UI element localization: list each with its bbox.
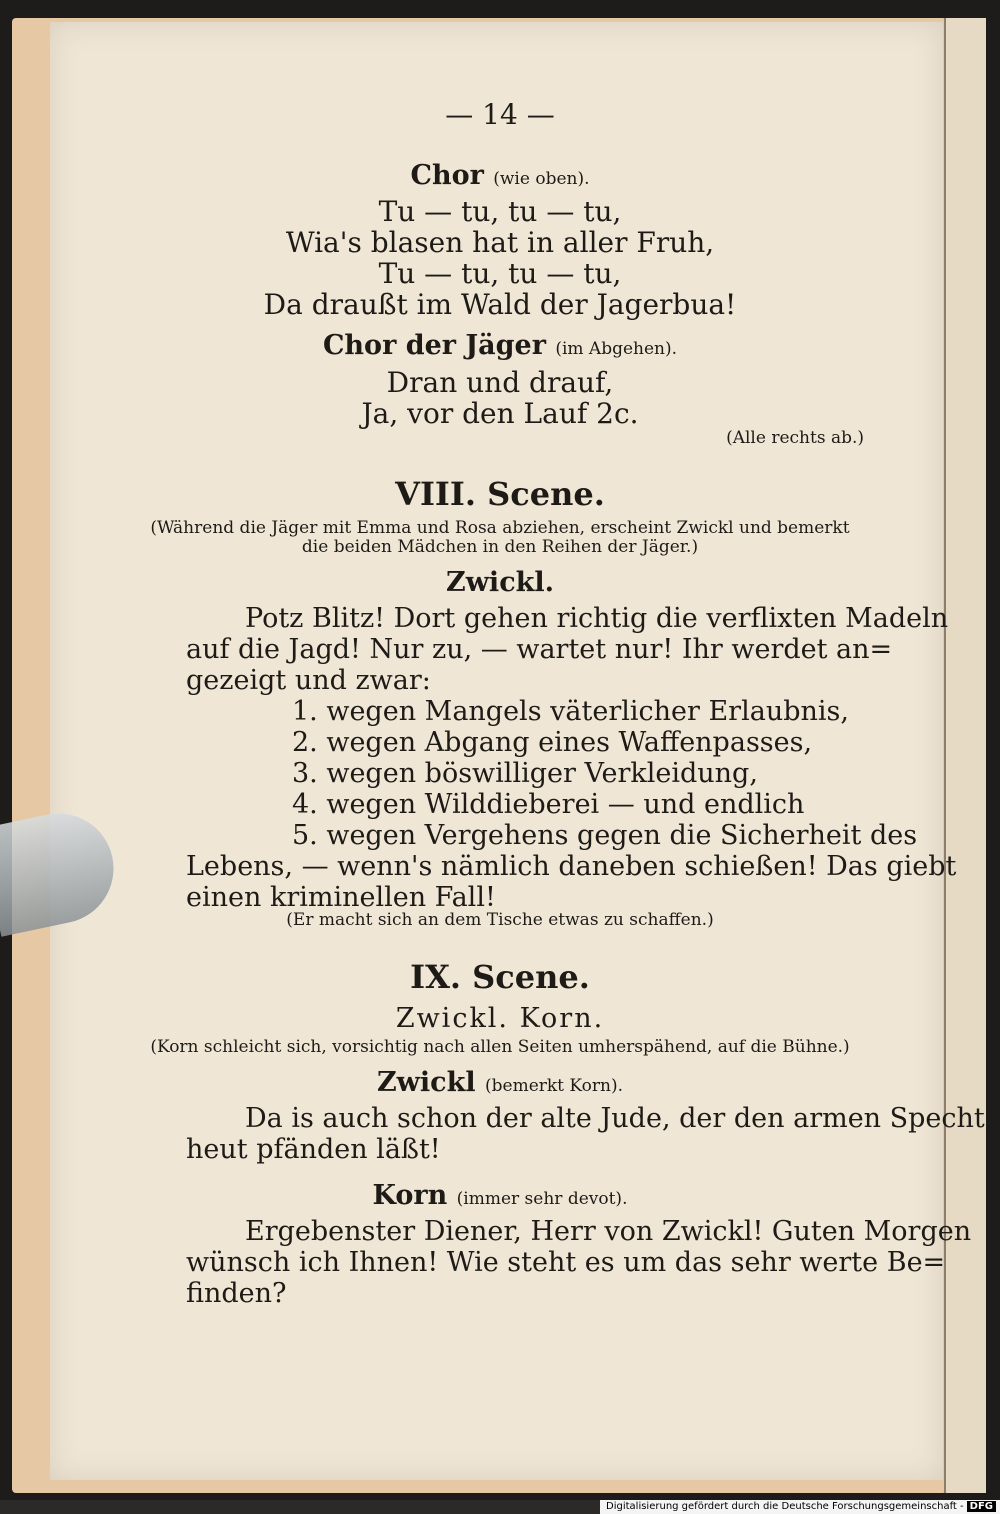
stage-direction: (immer sehr devot). xyxy=(456,1189,628,1209)
prose-line: auf die Jagd! Nur zu, — wartet nur! Ihr werdet an= xyxy=(186,634,893,665)
stage-direction: (wie oben). xyxy=(493,169,590,189)
speaker-heading xyxy=(0,1067,1000,1098)
stage-direction: (Er macht sich an dem Tische etwas zu schaffen.) xyxy=(286,910,714,930)
speaker-name: Zwickl xyxy=(376,1067,476,1098)
dfg-logo: DFG xyxy=(967,1501,996,1512)
list-item: 2. wegen Abgang eines Waffenpasses, xyxy=(292,727,813,758)
verse-line: Tu — tu, tu — tu, xyxy=(378,257,622,290)
stage-direction: (Während die Jäger mit Emma und Rosa abziehen, erscheint Zwickl und bemerkt xyxy=(150,518,850,538)
scene-title: VIII. Scene. xyxy=(395,475,605,513)
digitization-footer xyxy=(600,1500,1000,1514)
prose-line: heut pfänden läßt! xyxy=(186,1134,441,1165)
page-number: — 14 — xyxy=(445,98,555,131)
prose-line: wünsch ich Ihnen! Wie steht es um das sehr werte Be= xyxy=(186,1247,946,1278)
prose-line: finden? xyxy=(186,1278,287,1309)
verse-line: Tu — tu, tu — tu, xyxy=(378,195,622,228)
speaker-name: Korn xyxy=(372,1180,448,1211)
footer-text: Digitalisierung gefördert durch die Deutsche Forschungsgemeinschaft - xyxy=(606,1501,964,1512)
verse-line: Da draußt im Wald der Jagerbua! xyxy=(263,288,737,321)
speaker-name: Chor der Jäger xyxy=(322,330,546,361)
speaker-heading: Zwickl. xyxy=(445,567,554,598)
prose-line: einen kriminellen Fall! xyxy=(186,882,496,913)
list-item: 5. wegen Vergehens gegen die Sicherheit des xyxy=(292,820,918,851)
speaker-name: Chor xyxy=(410,160,484,191)
stage-direction: (im Abgehen). xyxy=(555,339,678,359)
speaker-heading xyxy=(0,330,1000,361)
stage-direction: (bemerkt Korn). xyxy=(485,1076,624,1096)
scene-title: IX. Scene. xyxy=(410,958,590,996)
verse-line: Wia's blasen hat in aller Fruh, xyxy=(285,226,715,259)
list-item: 4. wegen Wilddieberei — und endlich xyxy=(292,789,805,820)
verse-line: Dran und drauf, xyxy=(386,366,614,399)
verse-line: Ja, vor den Lauf 2c. xyxy=(361,397,639,430)
exit-direction: (Alle rechts ab.) xyxy=(726,428,864,448)
prose-line: Lebens, — wenn's nämlich daneben schießen! Das giebt xyxy=(186,851,957,882)
prose-line: Ergebenster Diener, Herr von Zwickl! Guten Morgen xyxy=(245,1216,972,1247)
speaker-heading xyxy=(0,1180,1000,1211)
speaker-heading xyxy=(0,160,1000,191)
persons-line: Zwickl. Korn. xyxy=(395,1003,605,1034)
prose-line: gezeigt und zwar: xyxy=(186,665,431,696)
list-item: 1. wegen Mangels väterlicher Erlaubnis, xyxy=(292,696,849,727)
list-item: 3. wegen böswilliger Verkleidung, xyxy=(292,758,758,789)
prose-line: Potz Blitz! Dort gehen richtig die verflixten Madeln xyxy=(245,603,949,634)
stage-direction: (Korn schleicht sich, vorsichtig nach allen Seiten umherspähend, auf die Bühne.) xyxy=(150,1037,850,1057)
stage-direction: die beiden Mädchen in den Reihen der Jäger.) xyxy=(301,537,699,557)
prose-line: Da is auch schon der alte Jude, der den armen Specht xyxy=(245,1103,985,1134)
